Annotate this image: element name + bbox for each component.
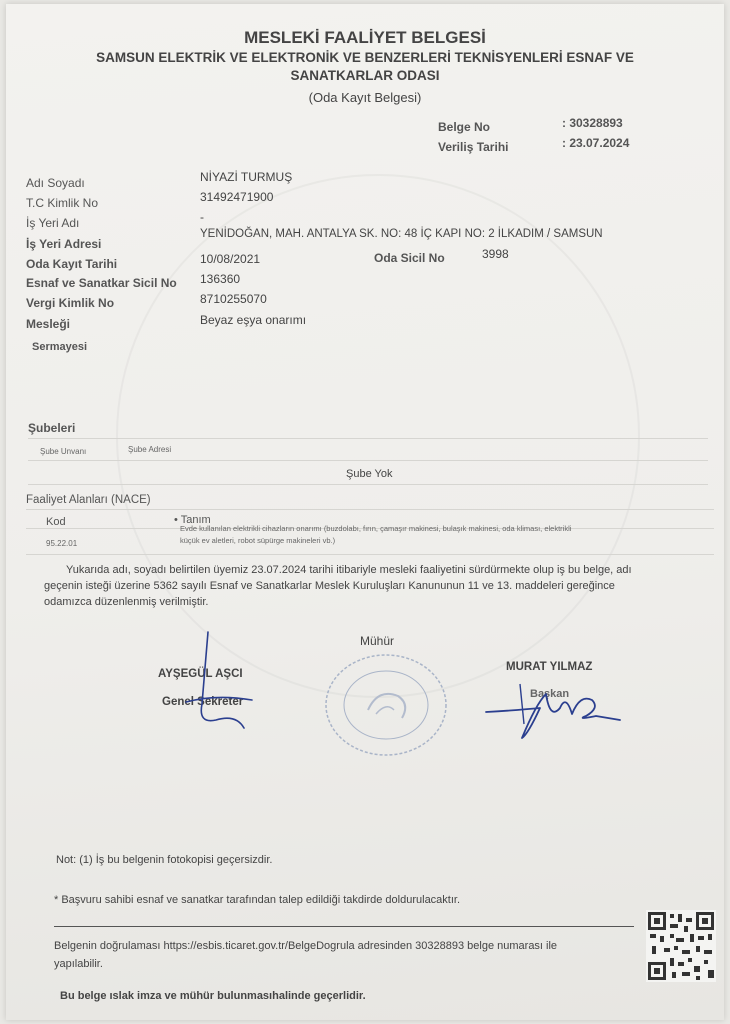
- right-signer-title: Başkan: [530, 688, 570, 700]
- is-yeri-adresi-label: İş Yeri Adresi: [26, 237, 102, 251]
- adi-soyadi-value: NİYAZİ TURMUŞ: [200, 170, 293, 184]
- vergi-kimlik-label: Vergi Kimlik No: [26, 296, 115, 310]
- nace-tanim-header-text: Tanım: [180, 514, 211, 526]
- official-seal-icon: [318, 650, 454, 760]
- verilis-label: Veriliş Tarihi: [438, 140, 509, 154]
- verify-line2: yapılabilir.: [54, 958, 103, 970]
- meslegi-label: Mesleği: [26, 317, 71, 331]
- meslegi-value: Beyaz eşya onarımı: [200, 313, 307, 327]
- subeler-bottom-divider: [28, 484, 708, 485]
- validity-text: Bu belge ıslak imza ve mühür bulunmasıhalinde geçerlidir.: [60, 990, 366, 1002]
- belge-no-label: Belge No: [438, 120, 491, 134]
- nace-heading: Faaliyet Alanları (NACE): [26, 494, 151, 506]
- adi-soyadi-label: Adı Soyadı: [26, 176, 85, 190]
- sermayesi-label: Sermayesi: [32, 341, 88, 353]
- esnaf-sicil-no-value: 136360: [200, 272, 241, 286]
- statement-line1: Yukarıda adı, soyadı belirtilen üyemiz 23.07.2024 tarihi itibariyle mesleki faaliyetini sürdürmekte olup iş bu belge, adı: [66, 564, 632, 576]
- right-signer-name: MURAT YILMAZ: [506, 661, 593, 673]
- document-title: MESLEKİ FAALİYET BELGESİ: [244, 28, 486, 47]
- nace-divider: [26, 509, 714, 510]
- sube-empty-text: Şube Yok: [346, 468, 393, 480]
- footer-note: Not: (1) İş bu belgenin fotokopisi geçersizdir.: [56, 854, 273, 866]
- esnaf-sicil-no-label: Esnaf ve Sanatkar Sicil No: [26, 276, 177, 290]
- org-name-line1: SAMSUN ELEKTRİK VE ELEKTRONİK VE BENZERLERİ TEKNİSYENLERİ ESNAF VE: [96, 50, 634, 65]
- statement-line2: geçenin isteği üzerine 5362 sayılı Esnaf ve Sanatkarlar Meslek Kuruluşları Kanununun 11 ve 13. maddeleri gereğince: [44, 580, 615, 592]
- statement-line3: odamızca düzenlenmiş verilmiştir.: [44, 596, 209, 608]
- muhur-label: Mühür: [360, 634, 395, 648]
- is-yeri-adresi-value: YENİDOĞAN, MAH. ANTALYA SK. NO: 48 İÇ KAPI NO: 2 İLKADIM / SAMSUN: [200, 228, 603, 240]
- vergi-kimlik-value: 8710255070: [200, 292, 267, 306]
- subeler-heading: Şubeleri: [28, 421, 76, 435]
- oda-kayit-tarihi-value: 10/08/2021: [200, 252, 261, 266]
- tc-kimlik-value: 31492471900: [200, 190, 274, 204]
- left-signature: [156, 624, 276, 744]
- oda-kayit-tarihi-label: Oda Kayıt Tarihi: [26, 257, 118, 271]
- is-yeri-adi-label: İş Yeri Adı: [26, 216, 80, 230]
- is-yeri-adi-value: -: [200, 210, 204, 224]
- document-page: [6, 4, 724, 1020]
- oda-sicil-no-label: Oda Sicil No: [374, 251, 445, 265]
- subeler-divider: [28, 438, 708, 439]
- oda-sicil-no-value: 3998: [482, 247, 509, 261]
- right-signature: [480, 664, 630, 744]
- nace-bottom-divider: [26, 554, 714, 555]
- nace-kod-header: Kod: [46, 516, 66, 528]
- document-subtitle: (Oda Kayıt Belgesi): [308, 90, 422, 105]
- qr-code-icon: [646, 910, 716, 982]
- nace-row-kod: 95.22.01: [46, 539, 78, 548]
- tc-kimlik-label: T.C Kimlik No: [26, 196, 99, 210]
- belge-no-value: : 30328893: [562, 116, 623, 130]
- footer-divider: [54, 926, 634, 927]
- left-signer-title: Genel Sekreter: [162, 696, 244, 708]
- sube-unvani-header: Şube Unvanı: [40, 447, 87, 456]
- nace-row-tanim-line2: küçük ev aletleri, robot süpürge makineleri vb.): [180, 536, 336, 545]
- nace-row-tanim-line1: Evde kullanılan elektrikli cihazların onarımı (buzdolabı, fırın, çamaşır makinesi, bulaşık makinesi, oda kliması, elektrikli: [180, 524, 572, 533]
- verify-line1: Belgenin doğrulaması https://esbis.ticaret.gov.tr/BelgeDogrula adresinden 30328893 belge numarası ile: [54, 940, 558, 952]
- footer-asterisk-note: * Başvuru sahibi esnaf ve sanatkar tarafından talep edildiği takdirde doldurulacaktır.: [54, 894, 461, 906]
- left-signer-name: AYŞEGÜL AŞCI: [158, 668, 243, 680]
- subeler-header-divider: [28, 460, 708, 461]
- verilis-value: : 23.07.2024: [562, 136, 630, 150]
- org-name-line2: SANATKARLAR ODASI: [290, 68, 440, 83]
- nace-tanim-header: • Tanım: [174, 514, 211, 526]
- sube-adresi-header: Şube Adresi: [128, 445, 172, 454]
